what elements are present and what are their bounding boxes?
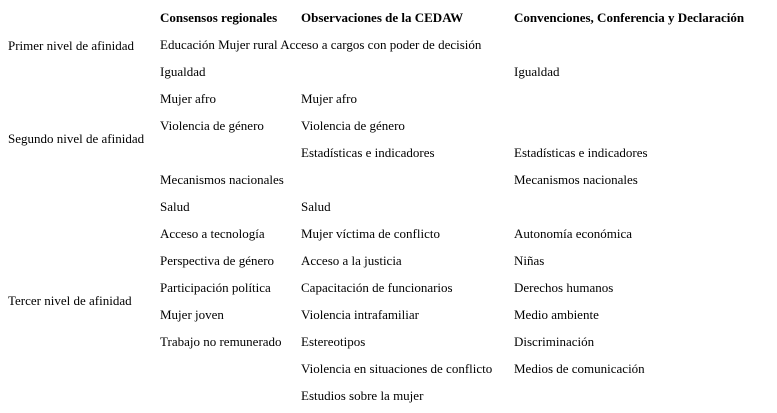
- cell-r7-c2: Mujer víctima de conflicto: [301, 226, 440, 241]
- header-cedaw: Observaciones de la CEDAW: [301, 10, 464, 25]
- cell-r10-c2: Violencia intrafamiliar: [301, 307, 419, 322]
- cell-r3-c1: Violencia de género: [160, 118, 264, 133]
- cell-r2-c1: Mujer afro: [160, 91, 216, 106]
- cell-r7-c3: Autonomía económica: [514, 226, 633, 241]
- cell-r0-c1: Educación Mujer rural Acceso a cargos con poder de decisión: [160, 37, 482, 52]
- cell-r13-c2: Estudios sobre la mujer: [301, 388, 424, 403]
- cell-r9-c3: Derechos humanos: [514, 280, 614, 295]
- cell-r6-c2: Salud: [301, 199, 331, 214]
- cell-r6-c1: Salud: [160, 199, 190, 214]
- cell-r4-c3: Estadísticas e indicadores: [514, 145, 648, 160]
- cell-r9-c1: Participación política: [160, 280, 271, 295]
- level-primer: Primer nivel de afinidad: [8, 38, 134, 53]
- cell-r5-c3: Mecanismos nacionales: [514, 172, 638, 187]
- header-convenciones: Convenciones, Conferencia y Declaración: [514, 10, 745, 25]
- cell-r1-c1: Igualdad: [160, 64, 206, 79]
- cell-r10-c3: Medio ambiente: [514, 307, 599, 322]
- cell-r11-c2: Estereotipos: [301, 334, 366, 349]
- cell-r10-c1: Mujer joven: [160, 307, 224, 322]
- level-tercer: Tercer nivel de afinidad: [8, 293, 132, 308]
- cell-r12-c3: Medios de comunicación: [514, 361, 645, 376]
- cell-r8-c1: Perspectiva de género: [160, 253, 275, 268]
- cell-r1-c3: Igualdad: [514, 64, 560, 79]
- cell-r5-c1: Mecanismos nacionales: [160, 172, 284, 187]
- cell-r8-c2: Acceso a la justicia: [301, 253, 402, 268]
- cell-r9-c2: Capacitación de funcionarios: [301, 280, 453, 295]
- cell-r11-c1: Trabajo no remunerado: [160, 334, 282, 349]
- cell-r12-c2: Violencia en situaciones de conflicto: [301, 361, 493, 376]
- cell-r7-c1: Acceso a tecnología: [160, 226, 265, 241]
- level-segundo: Segundo nivel de afinidad: [8, 131, 145, 146]
- cell-r3-c2: Violencia de género: [301, 118, 405, 133]
- cell-r4-c2: Estadísticas e indicadores: [301, 145, 435, 160]
- cell-r11-c3: Discriminación: [514, 334, 595, 349]
- header-consensos: Consensos regionales: [160, 10, 278, 25]
- cell-r2-c2: Mujer afro: [301, 91, 357, 106]
- cell-r8-c3: Niñas: [514, 253, 545, 268]
